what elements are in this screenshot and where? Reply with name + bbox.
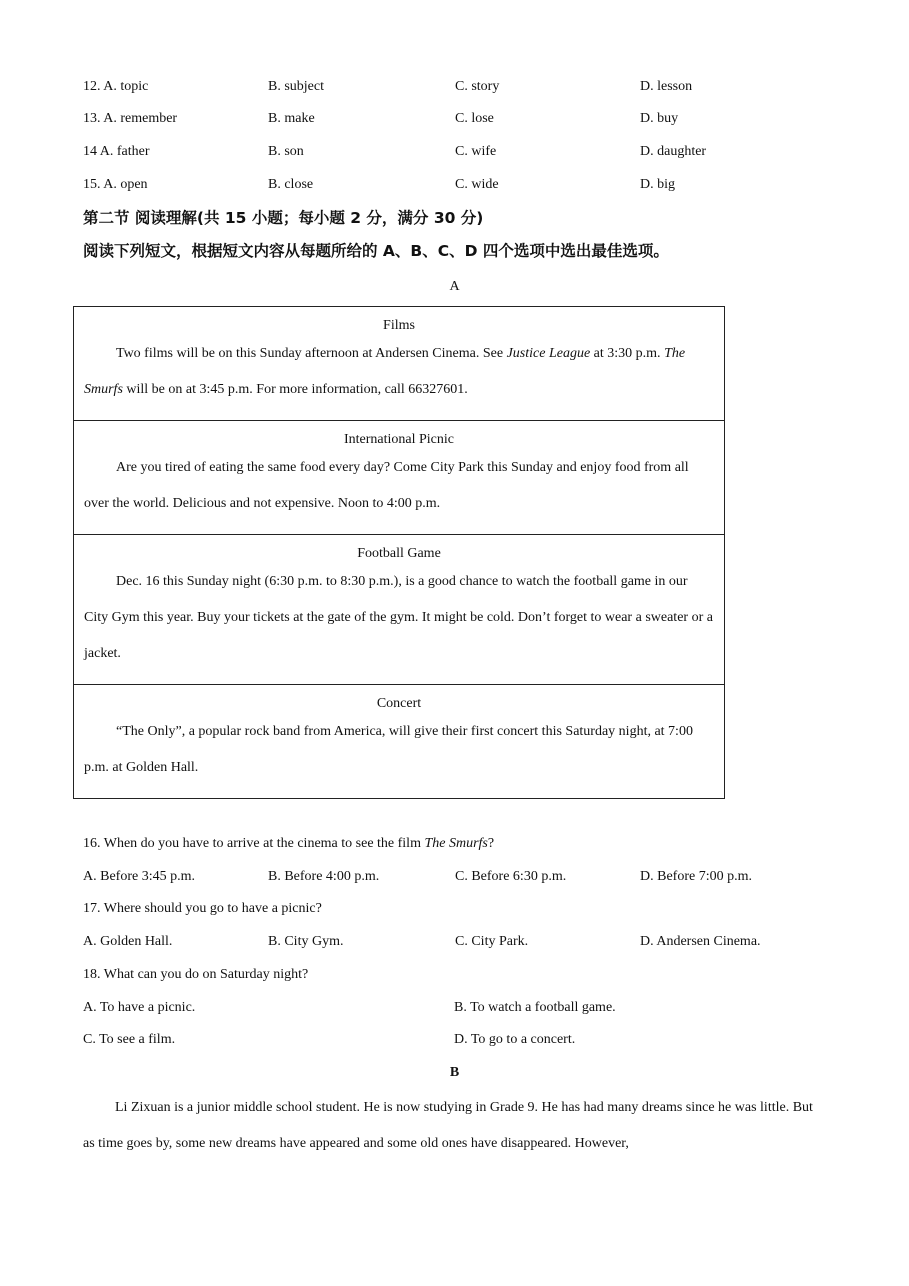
instruction-text: 阅读下列短文，根据短文内容从每题所给的 A、B、C、D 四个选项中选出最佳选项。 [83,242,669,260]
film-title-justice-league: Justice League [506,346,591,361]
option-a: 14 A. father [83,144,150,159]
passage-b-label: B [449,1065,460,1080]
ad-text: “The Only”, a popular rock band from America, will give their first concert this Saturday night, at 7:00 p.m. at Golden Hall. [84,724,693,775]
question-17-stem: 17. Where should you go to have a picnic? [83,901,322,916]
question-12-options [83,77,843,97]
question-13-options [83,109,843,129]
ad-football [74,535,724,685]
option-c: C. To see a film. [83,1032,176,1047]
passage-a-label: A [449,279,460,294]
option-a: A. To have a picnic. [83,1000,196,1015]
option-d: D. Before 7:00 p.m. [640,869,752,884]
option-b: B. close [268,177,314,192]
option-b: B. To watch a football game. [454,1000,616,1015]
option-c: C. Before 6:30 p.m. [455,869,567,884]
ad-text: Dec. 16 this Sunday night (6:30 p.m. to 8:30 p.m.), is a good chance to watch the football game in our City Gym this year. Buy your tickets at the gate of the gym. It might be cold. Don’t forget to wear a sweater or a jacket. [84,574,713,661]
ad-title: Films [383,318,415,333]
notice-board [73,306,725,799]
option-d: D. buy [640,111,679,126]
ad-title: Concert [376,696,422,711]
option-d: D. Andersen Cinema. [640,934,761,949]
ad-picnic [74,421,724,535]
film-title-smurfs: The Smurfs [84,346,686,397]
ad-title: International Picnic [343,432,455,447]
ad-text: Are you tired of eating the same food every day? Come City Park this Sunday and enjoy food from all over the world. Delicious and not expensive. Noon to 4:00 p.m. [84,460,689,511]
option-a: A. Golden Hall. [83,934,173,949]
option-a: 13. A. remember [83,111,178,126]
option-a: 12. A. topic [83,79,149,94]
option-c: C. story [455,79,500,94]
option-c: C. City Park. [455,934,529,949]
section-heading: 第二节 阅读理解(共 15 小题；每小题 2 分，满分 30 分) [83,209,484,227]
option-d: D. lesson [640,79,693,94]
option-a: 15. A. open [83,177,148,192]
option-d: D. big [640,177,675,192]
question-15-options [83,175,843,195]
option-c: C. wide [455,177,499,192]
option-b: B. make [268,111,315,126]
question-16-stem: 16. When do you have to arrive at the cinema to see the film The Smurfs? [83,836,495,851]
option-c: C. wife [455,144,497,159]
question-14-options [83,142,843,162]
question-18-options-row1 [83,998,843,1018]
ad-concert [74,685,724,798]
option-b: B. Before 4:00 p.m. [268,869,380,884]
option-c: C. lose [455,111,494,126]
question-16-options [83,867,843,887]
option-d: D. daughter [640,144,707,159]
ad-text: Two films will be on this Sunday afternoon at Andersen Cinema. See Justice League at 3:30 p.m. The Smurfs will be on at 3:45 p.m. For more information, call 66327601. [84,346,686,397]
ad-title: Football Game [357,546,441,561]
question-17-options [83,932,843,952]
option-b: B. son [268,144,304,159]
option-d: D. To go to a concert. [454,1032,576,1047]
passage-b-text: Li Zixuan is a junior middle school student. He is now studying in Grade 9. He has had many dreams since he was little. But as time goes by, some new dreams have appeared and some old ones have disappeared. However, [83,1100,813,1151]
option-b: B. City Gym. [268,934,344,949]
question-18-stem: 18. What can you do on Saturday night? [83,967,309,982]
ad-films [74,307,724,421]
question-18-options-row2 [83,1030,843,1050]
option-b: B. subject [268,79,324,94]
option-a: A. Before 3:45 p.m. [83,869,195,884]
